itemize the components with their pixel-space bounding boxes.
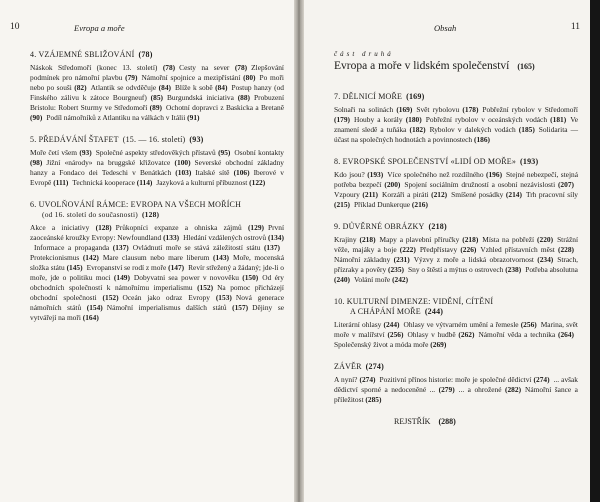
- entry-title: Námořní šance a příležitost: [334, 385, 578, 404]
- right-chapter-list: [334, 92, 578, 405]
- chapter-page: (218): [428, 222, 447, 231]
- entry-title: Společné aspekty středověkých přístavů: [95, 148, 216, 157]
- entry-title: Ohlasy v hudbě: [407, 330, 456, 339]
- entry-title: Námořní spojnice a mezipřístání: [141, 73, 241, 82]
- entry-page: (186): [473, 135, 490, 144]
- entry-page: (193): [367, 170, 384, 179]
- entry-title: Blíže k sobě: [174, 83, 213, 92]
- chapter: [334, 92, 578, 145]
- chapter-page: (93): [189, 135, 204, 144]
- entry-title: Atlantik se odvděčuje: [90, 83, 157, 92]
- toc-entry: [334, 340, 446, 349]
- entry-title: Ve znamení sledě a tuňáka: [334, 115, 578, 134]
- entry-page: (228): [558, 245, 575, 254]
- toc-entry: [382, 190, 447, 199]
- entry-page: (85): [150, 93, 163, 102]
- toc-entry: [480, 245, 574, 254]
- entry-title: Korzáři a piráti: [382, 190, 429, 199]
- entry-title: Hledání vzdálených ostrovů: [183, 233, 267, 242]
- entry-title: Mare clausum nebo mare liberum: [102, 253, 210, 262]
- toc-entry: [408, 265, 521, 274]
- entry-title: Strážní věže, majáky a boje: [334, 235, 578, 254]
- entry-page: (279): [438, 385, 455, 394]
- entry-page: (154): [86, 303, 103, 312]
- entry-page: (212): [431, 190, 448, 199]
- entry-title: Mapy a plavební příručky: [379, 235, 460, 244]
- register-label: REJSTŘÍK: [394, 417, 431, 426]
- toc-entry: [404, 180, 574, 189]
- entry-title: Volání moře: [354, 275, 391, 284]
- entry-title: Smíšené posádky: [451, 190, 504, 199]
- entry-page: (122): [249, 178, 266, 187]
- entry-page: (220): [537, 235, 554, 244]
- entry-page: (264): [558, 330, 575, 339]
- entry-title: Stejné nebezpečí, stejná potřeba bezpečí: [334, 170, 578, 189]
- entry-page: (98): [30, 158, 43, 167]
- entry-title: Dějiny se vytvářejí na moři: [30, 303, 284, 322]
- chapter-heading: [334, 222, 578, 232]
- entry-page: (95): [218, 148, 231, 157]
- toc-entry: [87, 263, 185, 272]
- entry-page: (274): [533, 375, 550, 384]
- entry-page: (111): [53, 178, 69, 187]
- toc-entry: [334, 170, 383, 179]
- entry-page: (152): [197, 283, 214, 292]
- entry-page: (128): [95, 223, 112, 232]
- entry-title: Technická kooperace: [72, 178, 135, 187]
- toc-entry: [482, 235, 553, 244]
- toc-entry: [430, 125, 535, 134]
- entry-title: Trh pracovní síly: [525, 190, 578, 199]
- chapter-entries: [334, 105, 578, 145]
- entry-title: Solnaři na solinách: [334, 105, 394, 114]
- entry-page: (269): [430, 340, 447, 349]
- entry-page: (211): [362, 190, 379, 199]
- entry-title: Příklad Dunkerque: [354, 200, 411, 209]
- toc-entry: [30, 223, 112, 232]
- chapter-heading: [334, 362, 578, 372]
- entry-page: (91): [187, 113, 200, 122]
- entry-page: (84): [215, 83, 228, 92]
- entry-page: (216): [411, 200, 428, 209]
- entry-title: ... avšak dědictví sporné a nedoceněné ...: [334, 375, 578, 394]
- entry-page: (218): [359, 235, 376, 244]
- book-gutter: [294, 0, 304, 502]
- left-page: [0, 0, 294, 502]
- entry-page: (114): [136, 178, 153, 187]
- entry-title: Jazyková a kulturní příbuznost: [156, 178, 248, 187]
- chapter-entries: [334, 170, 578, 210]
- toc-entry: [133, 243, 280, 252]
- entry-title: Solidarita — účast na společných hodnotách a povinnostech: [334, 125, 579, 144]
- toc-entry: [478, 330, 574, 339]
- entry-title: Rybolov v dalekých vodách: [429, 125, 516, 134]
- toc-entry: [334, 320, 400, 329]
- left-chapter-list: [30, 50, 284, 323]
- toc-entry: [96, 148, 231, 157]
- chapter-heading: [334, 92, 578, 102]
- entry-page: (181): [550, 115, 567, 124]
- entry-page: (88): [237, 93, 251, 102]
- chapter-title: 8. EVROPSKÉ SPOLEČENSTVÍ «LIDÍ OD MOŘE»: [334, 157, 517, 166]
- entry-page: (234): [537, 255, 554, 264]
- toc-entry: [141, 73, 255, 82]
- chapter-title: 7. DĚLNICÍ MOŘE: [334, 92, 403, 101]
- chapter-heading: [30, 135, 284, 145]
- entry-title: Nová generace námořních států: [30, 293, 284, 312]
- toc-entry: [451, 190, 522, 199]
- chapter-subtitle-text: (od 16. století do současnosti): [42, 210, 138, 219]
- entry-page: (274): [359, 375, 376, 384]
- entry-page: (207): [557, 180, 574, 189]
- entry-page: (100): [174, 158, 191, 167]
- entry-page: (179): [334, 115, 351, 124]
- entry-title: Námořní základny: [334, 255, 391, 264]
- page-number: 10: [10, 22, 20, 32]
- entry-page: (222): [399, 245, 416, 254]
- chapter-entries: [334, 235, 578, 285]
- entry-title: Potřeba absolutna: [525, 265, 578, 274]
- toc-entry: [334, 235, 376, 244]
- toc-entry: [334, 105, 412, 114]
- entry-title: Námořní věda a technika: [478, 330, 556, 339]
- entry-page: (82): [74, 83, 87, 92]
- entry-page: (149): [113, 273, 130, 282]
- entry-title: Strach, přízraky a pověry: [334, 255, 578, 274]
- entry-page: (256): [387, 330, 404, 339]
- toc-entry: [354, 115, 422, 124]
- entry-page: (150): [242, 273, 259, 282]
- register-page: (288): [438, 417, 456, 426]
- toc-entry: [123, 293, 232, 302]
- entry-page: (231): [393, 255, 410, 264]
- register-entry: [394, 417, 578, 426]
- chapter-title: 6. UVOLŇOVÁNÍ RÁMCE: EVROPA NA VŠECH MOŘÍCH: [30, 200, 242, 209]
- chapter-heading: [334, 297, 578, 317]
- entry-page: (235): [388, 265, 405, 274]
- entry-title: Marina, svět moře v malířství: [334, 320, 578, 339]
- entry-title: Místa na pobřeží: [482, 235, 535, 244]
- part-title-text: Evropa a moře v lidském společenství: [334, 60, 510, 72]
- toc-entry: [30, 148, 92, 157]
- chapter: [334, 297, 578, 350]
- entry-page: (80): [243, 73, 256, 82]
- entry-page: (143): [213, 253, 230, 262]
- toc-entry: [404, 320, 537, 329]
- entry-page: (90): [30, 113, 43, 122]
- entry-title: Náskok Středomoří (konec 13. století): [30, 63, 158, 72]
- entry-title: Na pomoc přicházejí obchodní společnosti: [30, 283, 284, 302]
- toc-entry: [107, 303, 248, 312]
- entry-page: (256): [520, 320, 537, 329]
- running-head-title: Evropa a moře: [74, 23, 125, 33]
- toc-entry: [167, 93, 250, 102]
- entry-title: Revír střežený a žádaný; jde-li o moře, jde o politiku moci: [30, 263, 284, 282]
- chapter: [334, 222, 578, 285]
- chapter-entries: [30, 63, 284, 123]
- entry-title: Moře, mocenská složka státu: [30, 253, 284, 272]
- chapter-entries: [334, 375, 578, 405]
- entry-page: (93): [79, 148, 92, 157]
- toc-entry: [195, 168, 249, 177]
- entry-title: Ohlasy ve výtvarném umění a řemesle: [403, 320, 519, 329]
- entry-page: (164): [82, 313, 99, 322]
- right-page: [304, 0, 590, 502]
- entry-title: Italské sítě: [195, 168, 230, 177]
- part-label: část druhá: [334, 50, 394, 58]
- entry-title: Společenský život a móda moře: [334, 340, 429, 349]
- chapter-subtitle: [42, 210, 284, 220]
- entry-title: První zaoceánské kroužky Evropy: Newfoundland: [30, 223, 284, 242]
- toc-entry: [420, 245, 477, 254]
- entry-page: (137): [112, 243, 129, 252]
- toc-entry: [407, 330, 474, 339]
- chapter-title: 4. VZÁJEMNÉ SBLIŽOVÁNÍ: [30, 50, 135, 59]
- chapter-page: (244): [424, 307, 444, 316]
- toc-entry: [46, 113, 199, 122]
- entry-page: (185): [518, 125, 535, 134]
- toc-entry: [354, 200, 428, 209]
- entry-title: Svět rybolovu: [416, 105, 460, 114]
- entry-title: Kdo jsou?: [334, 170, 365, 179]
- entry-title: Informace a propaganda: [34, 243, 110, 252]
- toc-entry: [416, 105, 478, 114]
- chapter-page: (193): [520, 157, 539, 166]
- left-running-head: [10, 22, 284, 36]
- chapter-entries: [30, 223, 284, 323]
- entry-title: Více společného než rozdílného: [387, 170, 484, 179]
- entry-title: Burgundská iniciativa: [167, 93, 234, 102]
- chapter-title: ZÁVĚR: [334, 362, 362, 371]
- entry-title: Podíl námořníků z Atlantiku na válkách v Itálii: [46, 113, 186, 122]
- entry-page: (145): [66, 263, 83, 272]
- entry-page: (79): [125, 73, 138, 82]
- chapter: [30, 50, 284, 123]
- entry-page: (238): [505, 265, 522, 274]
- entry-page: (180): [405, 115, 422, 124]
- entry-page: (157): [232, 303, 249, 312]
- entry-page: (153): [215, 293, 232, 302]
- entry-page: (218): [462, 235, 479, 244]
- entry-page: (215): [334, 200, 351, 209]
- chapter: [334, 157, 578, 210]
- entry-title: Výzvy z moře a lidská obrazotvornost: [413, 255, 534, 264]
- entry-page: (103): [175, 168, 192, 177]
- entry-page: (129): [247, 223, 264, 232]
- toc-entry: [116, 223, 264, 232]
- running-head-title: Obsah: [434, 23, 457, 33]
- entry-title: Průkopníci expanze a ohniska zájmů: [115, 223, 242, 232]
- chapter: [334, 362, 578, 405]
- entry-title: Po moři nebo po souši: [30, 73, 284, 92]
- toc-entry: [380, 375, 550, 384]
- entry-title: Vzhled přístavních měst: [480, 245, 555, 254]
- entry-title: Evropanství se rodí z moře: [86, 263, 167, 272]
- entry-page: (196): [486, 170, 503, 179]
- entry-title: Jižní «národy» na bruggské křižovatce: [46, 158, 171, 167]
- part-page: (165): [517, 62, 535, 71]
- toc-entry: [334, 375, 376, 384]
- toc-entry: [134, 273, 258, 282]
- entry-title: Akce a iniciativy: [30, 223, 90, 232]
- chapter: [30, 200, 284, 323]
- chapter-page: (128): [141, 210, 160, 219]
- entry-title: Spojení sociálním družností a osobní nezávislosti: [404, 180, 556, 189]
- right-running-head: [334, 22, 578, 36]
- entry-page: (89): [149, 103, 162, 112]
- entry-title: Námořní imperialismus dalších států: [106, 303, 227, 312]
- chapter-title-line2: A CHÁPÁNÍ MOŘE: [350, 307, 421, 316]
- toc-entry: [103, 253, 229, 262]
- chapter-heading: [334, 157, 578, 167]
- toc-entry: [387, 170, 502, 179]
- entry-title: A nyní?: [334, 375, 358, 384]
- entry-page: (262): [458, 330, 475, 339]
- chapter-page: (274): [365, 362, 384, 371]
- entry-title: Pobřežní rybolov v Středomoří: [482, 105, 578, 114]
- toc-entry: [426, 115, 566, 124]
- entry-title: Osobní kontakty: [234, 148, 284, 157]
- entry-page: (137): [263, 243, 280, 252]
- entry-page: (214): [505, 190, 522, 199]
- toc-entry: [34, 243, 129, 252]
- chapter-subtitle: (15. — 16. století): [122, 135, 186, 144]
- chapter-entries: [30, 148, 284, 188]
- entry-page: (133): [163, 233, 180, 242]
- entry-page: (134): [267, 233, 284, 242]
- entry-title: Pozitivní přínos historie: moře je společné dědictví: [379, 375, 532, 384]
- chapter-title: 5. PŘEDÁVÁNÍ ŠTAFET: [30, 135, 119, 144]
- part-title: [334, 60, 578, 72]
- entry-page: (182): [409, 125, 426, 134]
- entry-page: (84): [158, 83, 171, 92]
- toc-entry: [183, 233, 284, 242]
- entry-page: (226): [460, 245, 477, 254]
- chapter-heading: [30, 200, 284, 220]
- entry-title: Sny o štěstí a mýtus o ostrovech: [408, 265, 504, 274]
- entry-page: (240): [334, 275, 351, 284]
- entry-page: (200): [384, 180, 401, 189]
- entry-page: (78): [234, 63, 248, 72]
- entry-title: Houby a korály: [354, 115, 403, 124]
- toc-entry: [380, 235, 479, 244]
- toc-entry: [334, 190, 378, 199]
- toc-entry: [175, 83, 227, 92]
- entry-page: (242): [392, 275, 409, 284]
- entry-title: Zlepšování podmínek pro námořní plavbu: [30, 63, 284, 82]
- entry-page: (178): [462, 105, 479, 114]
- entry-page: (142): [82, 253, 99, 262]
- chapter-entries: [334, 320, 578, 350]
- entry-title: ... a ohrožené: [458, 385, 502, 394]
- toc-entry: [156, 178, 265, 187]
- entry-page: (106): [233, 168, 250, 177]
- toc-entry: [91, 83, 171, 92]
- chapter-page: (78): [138, 50, 153, 59]
- toc-entry: [46, 158, 190, 167]
- entry-page: (285): [365, 395, 382, 404]
- entry-page: (152): [102, 293, 119, 302]
- toc-entry: [30, 253, 99, 262]
- chapter-page: (169): [406, 92, 425, 101]
- entry-title: Krajiny: [334, 235, 357, 244]
- entry-title: Severské obchodní základny hanzy a Fondaco dei Tedeschi v Benátkách: [30, 158, 284, 177]
- entry-title: Ochotní dopravci z Baskicka a Bretaně: [166, 103, 284, 112]
- entry-title: Předpřístavy: [419, 245, 458, 254]
- entry-title: Ovládnutí moře se stává záležitostí státu: [132, 243, 261, 252]
- entry-title: Pobřežní rybolov v oceánských vodách: [425, 115, 548, 124]
- entry-page: (282): [505, 385, 522, 394]
- entry-title: Od éry obchodních společností k námořnímu imperialismu: [30, 273, 285, 292]
- entry-page: (78): [162, 63, 176, 72]
- toc-entry: [334, 255, 410, 264]
- entry-title: Iberové v Evropě: [30, 168, 284, 187]
- book-edge-shadow: [590, 0, 600, 502]
- toc-entry: [179, 63, 247, 72]
- entry-page: (147): [168, 263, 185, 272]
- entry-title: Probuzení Bristolu: Robert Sturmy ve Středomoří: [30, 93, 284, 112]
- entry-page: (169): [396, 105, 413, 114]
- toc-entry: [72, 178, 152, 187]
- page-number: 11: [570, 22, 580, 32]
- entry-title: Oceán jako odraz Evropy: [122, 293, 210, 302]
- entry-title: Cesty na sever: [179, 63, 230, 72]
- toc-entry: [459, 385, 521, 394]
- chapter-title: 9. DŮVĚRNÉ OBRÁZKY: [334, 222, 425, 231]
- entry-title: Literární ohlasy: [334, 320, 382, 329]
- toc-entry: [354, 275, 408, 284]
- entry-title: Vzpoury: [334, 190, 360, 199]
- entry-page: (244): [383, 320, 400, 329]
- entry-title: Dobyvatni sea power v novověku: [133, 273, 239, 282]
- toc-entry: [414, 255, 554, 264]
- entry-title: Moře četí všem: [30, 148, 78, 157]
- chapter-heading: [30, 50, 284, 60]
- chapter-title: 10. KULTURNÍ DIMENZE: VIDĚNÍ, CÍTĚNÍ: [334, 297, 494, 306]
- entry-title: Protekcionismus: [30, 253, 80, 262]
- entry-title: Postup hanzy (od Finského zálivu k zátoce Bourgneuf): [30, 83, 284, 102]
- chapter: [30, 135, 284, 188]
- toc-entry: [30, 63, 175, 72]
